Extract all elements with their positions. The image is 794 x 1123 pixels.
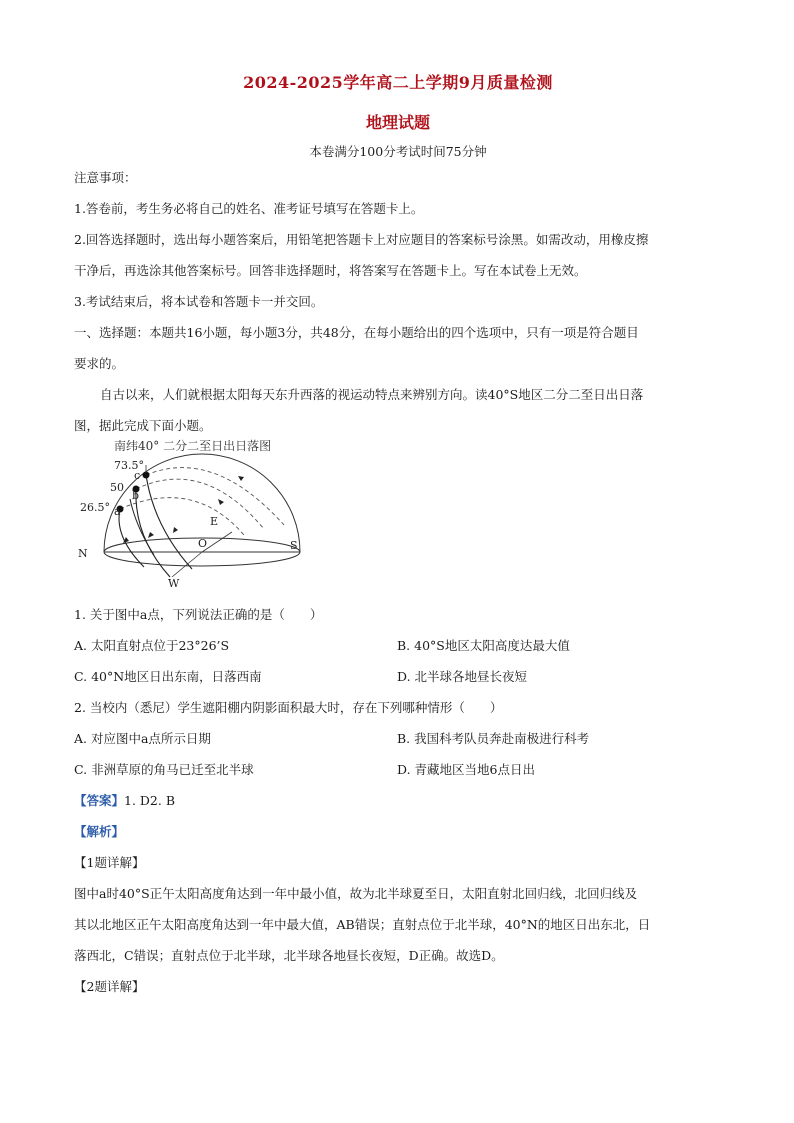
q2-option-c: C. 非洲草原的角马已迁至北半球 <box>74 762 254 777</box>
detail-1-line-3: 落西北，C错误；直射点位于北半球，北半球各地昼长夜短，D正确。故选D。 <box>74 948 504 963</box>
path-extra <box>130 499 154 555</box>
label-S: S <box>290 539 298 552</box>
label-a: a <box>114 505 121 518</box>
label-c: c <box>134 469 141 482</box>
q2-option-a: A. 对应图中a点所示日期 <box>74 731 211 746</box>
path-b-back <box>136 479 264 529</box>
label-b: b <box>132 489 140 502</box>
west-line <box>172 552 202 577</box>
label-O: O <box>198 537 208 550</box>
q2-options <box>74 723 722 785</box>
label-N: N <box>78 547 88 560</box>
arrow-back-2 <box>238 476 244 481</box>
arrow-back <box>218 499 224 505</box>
q2-option-d: D. 青藏地区当地6点日出 <box>397 762 535 777</box>
detail-1-line-1: 图中a时40°S正午太阳高度角达到一年中最小值，故为北半球夏至日，太阳直射北回归线，北回归线及 <box>74 886 638 901</box>
path-a-front <box>119 509 144 567</box>
label-W: W <box>168 577 180 590</box>
note-line-4: 3.考试结束后，将本试卷和答题卡一并交回。 <box>74 294 324 309</box>
answer-tag: 【答案】 <box>74 793 125 808</box>
label-50: 50 <box>110 481 124 494</box>
section-heading: 一、选择题：本题共16小题，每小题3分，共48分，在每小题给出的四个选项中，只有一项是符合题目 <box>74 325 639 340</box>
detail-1-line-2: 其以北地区正午太阳高度角达到一年中最大值，AB错误；直射点位于北半球，40°N的地区日出东北，日 <box>74 917 651 932</box>
label-E: E <box>210 515 219 528</box>
q1-option-a: A. 太阳直射点位于23°26’S <box>74 638 230 653</box>
note-line-3: 干净后，再选涂其他答案标号。回答非选择题时，将答案写在答题卡上。写在本试卷上无效。 <box>74 263 587 278</box>
figure-caption: 南纬40° 二分二至日出日落图 <box>114 439 272 453</box>
analysis-tag <box>74 816 722 847</box>
q1-option-b: B. 40°S地区太阳高度达最大值 <box>397 638 570 653</box>
arrow-b <box>148 532 154 538</box>
detail-1-tag: 【1题详解】 <box>74 855 145 870</box>
label-73: 73.5° <box>114 459 144 472</box>
q2-option-b: B. 我国科考队员奔赴南极进行科考 <box>397 731 590 746</box>
detail-2-tag: 【2题详解】 <box>74 979 145 994</box>
exam-page <box>74 62 722 1002</box>
q2-stem: 2. 当校内（悉尼）学生遮阳棚内阴影面积最大时，存在下列哪种情形（ ） <box>74 700 503 715</box>
sun-path-diagram <box>74 437 304 599</box>
analysis-tag-text: 【解析】 <box>74 824 125 839</box>
label-26: 26.5° <box>80 501 110 514</box>
note-line-2: 2.回答选择题时，选出每小题答案后，用铅笔把答题卡上对应题目的答案标号涂黑。如需改动，用橡皮擦 <box>74 232 649 247</box>
arrow-c <box>173 527 178 533</box>
question-intro-cont: 图，据此完成下面小题。 <box>74 418 212 433</box>
q1-option-d: D. 北半球各地昼长夜短 <box>397 669 528 684</box>
exam-subject: 地理试题 <box>365 113 430 132</box>
q1-stem: 1. 关于图中a点，下列说法正确的是（ ） <box>74 607 323 622</box>
section-heading-cont: 要求的。 <box>74 356 125 371</box>
exam-meta: 本卷满分100分考试时间75分钟 <box>309 144 487 159</box>
question-intro: 自古以来，人们就根据太阳每天东升西落的视运动特点来辨别方向。读40°S地区二分二至日出日落 <box>100 387 644 402</box>
q1-options <box>74 630 722 692</box>
exam-title: 2024-2025学年高二上学期9月质量检测 <box>243 73 553 92</box>
q1-option-c: C. 40°N地区日出东南，日落西南 <box>74 669 262 684</box>
answer-line <box>74 785 722 816</box>
answer-text: 1. D2. B <box>124 793 176 808</box>
sun-path-figure <box>74 437 304 599</box>
notes-heading: 注意事项： <box>74 170 137 185</box>
note-line-1: 1.答卷前，考生务必将自己的姓名、准考证号填写在答题卡上。 <box>74 201 424 216</box>
